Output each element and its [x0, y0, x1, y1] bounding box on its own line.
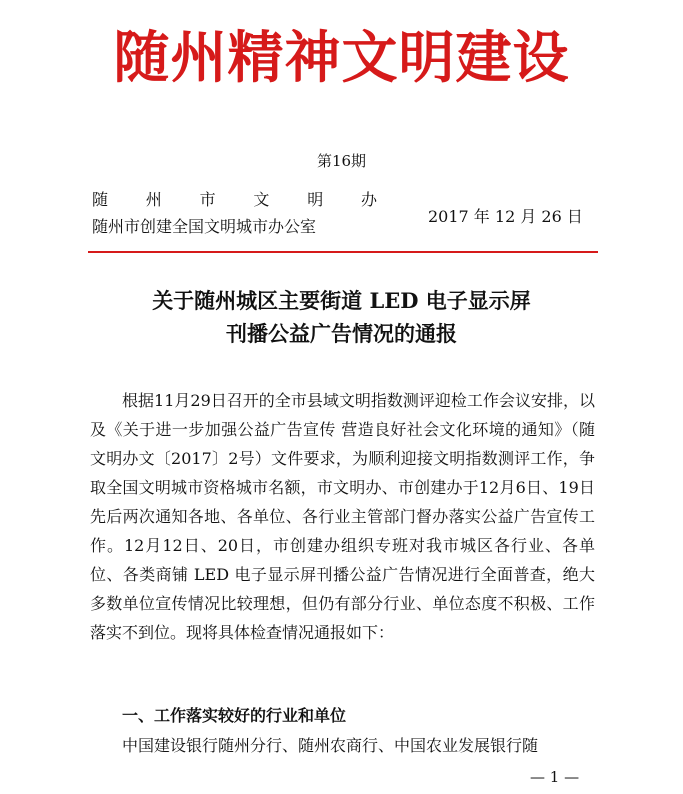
- masthead-title: 随州精神文明建设: [113, 25, 570, 91]
- issuer-char: 明: [307, 190, 324, 209]
- section-heading-1: 一、工作落实较好的行业和单位: [122, 706, 347, 725]
- page-number: — 1 —: [530, 768, 580, 786]
- document-title: [0, 284, 683, 350]
- issuer-char: 州: [145, 190, 162, 209]
- issuer-abbrev: [92, 187, 377, 210]
- header-divider: [88, 251, 598, 253]
- issuer-char: 随: [92, 190, 109, 209]
- issuer-char: 市: [199, 190, 216, 209]
- body-paragraph-1: 根据11月29日召开的全市县域文明指数测评迎检工作会议安排，以及《关于进一步加强公益广告宣传 营造良好社会文化环境的通知》（随文明办文〔2017〕2号）文件要求，为顺利迎接文明指数测评工作，争取全国文明城市资格城市名额，市文明办、市创建办于12月6日、19日先后两次通知各地、各单位、各行业主管部门督办落实公益广告宣传工作。12月12日、20日，市创建办组织专班对我市城区各行业、各单位、各类商铺 LED 电子显示屏刊播公益广告情况进行全面普查，绝大多数单位宣传情况比较理想，但仍有部分行业、单位态度不积极、工作落实不到位。现将具体检查情况通报如下：: [90, 391, 595, 642]
- issuer-full: 随州市创建全国文明城市办公室: [92, 217, 317, 236]
- title-line-2: 刊播公益广告情况的通报: [226, 321, 457, 346]
- body-paragraph-2: 中国建设银行随州分行、随州农商行、中国农业发展银行随: [122, 736, 539, 755]
- issue-number: 第16期: [316, 152, 367, 170]
- issue-date: 2017 年 12 月 26 日: [428, 207, 583, 226]
- title-line-1: 关于随州城区主要街道 LED 电子显示屏: [152, 288, 531, 313]
- issuer-char: 文: [253, 190, 270, 209]
- issuer-char: 办: [360, 190, 377, 209]
